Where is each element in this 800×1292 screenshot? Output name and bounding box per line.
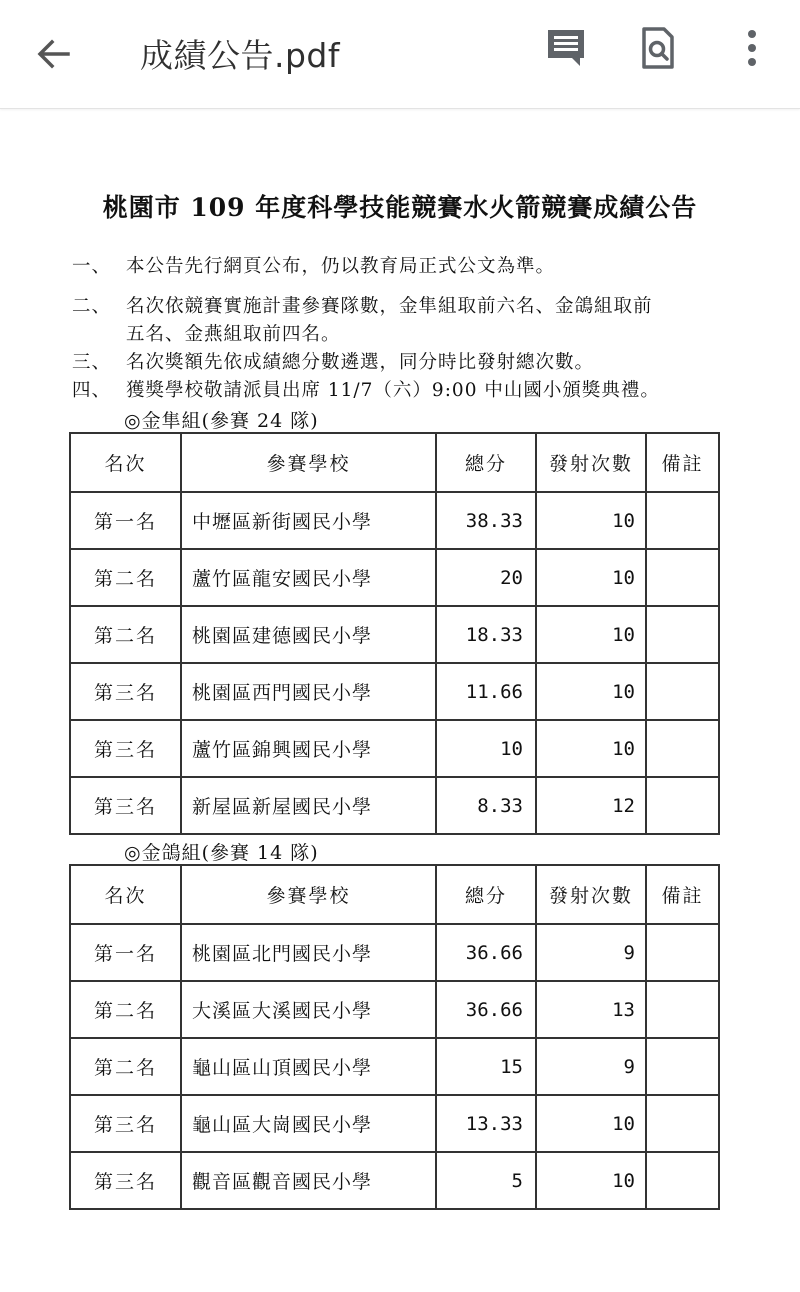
find-in-document-button[interactable] (628, 24, 688, 84)
results-table-gold-falcon (69, 432, 720, 835)
score-cell: 5 (436, 1152, 536, 1209)
school-cell: 蘆竹區錦興國民小學 (181, 720, 436, 777)
rank-cell: 第一名 (70, 492, 181, 549)
score-cell: 8.33 (436, 777, 536, 834)
header-shots: 發射次數 (536, 433, 646, 492)
header-school: 參賽學校 (181, 865, 436, 924)
school-cell: 桃園區北門國民小學 (181, 924, 436, 981)
note-text: 本公告先行網頁公布，仍以教育局正式公文為準。 (126, 256, 556, 277)
note-text: 名次獎額先依成績總分數遴選，同分時比發射總次數。 (126, 352, 595, 373)
note-text: 五名、金燕組取前四名。 (126, 324, 341, 345)
comment-icon (542, 24, 590, 72)
remarks-cell (646, 606, 719, 663)
table-row (70, 1038, 719, 1095)
score-cell: 36.66 (436, 981, 536, 1038)
remarks-cell (646, 981, 719, 1038)
shots-cell: 10 (536, 663, 646, 720)
rank-cell: 第三名 (70, 777, 181, 834)
rank-cell: 第二名 (70, 1038, 181, 1095)
shots-cell: 10 (536, 720, 646, 777)
table-row (70, 720, 719, 777)
shots-cell: 10 (536, 492, 646, 549)
results-table-gold-pigeon (69, 864, 720, 1210)
score-cell: 36.66 (436, 924, 536, 981)
rank-cell: 第二名 (70, 549, 181, 606)
group-label-gold-pigeon: ◎金鴿組(參賽 14 隊) (124, 842, 319, 864)
table-row (70, 663, 719, 720)
school-cell: 觀音區觀音國民小學 (181, 1152, 436, 1209)
shots-cell: 10 (536, 549, 646, 606)
back-button[interactable] (28, 28, 80, 80)
remarks-cell (646, 549, 719, 606)
table-row (70, 777, 719, 834)
group-label-gold-falcon: ◎金隼組(參賽 24 隊) (124, 410, 319, 432)
table-body (70, 924, 719, 1209)
remarks-cell (646, 1038, 719, 1095)
table-row (70, 606, 719, 663)
school-cell: 桃園區建德國民小學 (181, 606, 436, 663)
header-score: 總分 (436, 433, 536, 492)
note-text: 名次依競賽實施計畫參賽隊數，金隼組取前六名、金鴿組取前 (126, 296, 653, 317)
score-cell: 20 (436, 549, 536, 606)
back-arrow-icon (28, 28, 80, 80)
shots-cell: 10 (536, 1152, 646, 1209)
shots-cell: 13 (536, 981, 646, 1038)
more-vert-icon (722, 24, 782, 72)
table-header-row (70, 433, 719, 492)
rank-cell: 第三名 (70, 1095, 181, 1152)
header-score: 總分 (436, 865, 536, 924)
rank-cell: 第三名 (70, 663, 181, 720)
header-shots: 發射次數 (536, 865, 646, 924)
table-row (70, 549, 719, 606)
rank-cell: 第一名 (70, 924, 181, 981)
score-cell: 11.66 (436, 663, 536, 720)
shots-cell: 10 (536, 1095, 646, 1152)
document-title: 成績公告.pdf (140, 36, 341, 75)
shots-cell: 9 (536, 924, 646, 981)
table-body (70, 492, 719, 834)
header-remarks: 備註 (646, 433, 719, 492)
school-cell: 龜山區大崗國民小學 (181, 1095, 436, 1152)
rank-cell: 第三名 (70, 720, 181, 777)
score-cell: 13.33 (436, 1095, 536, 1152)
note-number: 二、 (72, 296, 112, 317)
table-row (70, 492, 719, 549)
remarks-cell (646, 924, 719, 981)
header-rank: 名次 (70, 433, 181, 492)
score-cell: 10 (436, 720, 536, 777)
header-rank: 名次 (70, 865, 181, 924)
note-number: 一、 (72, 256, 112, 277)
remarks-cell (646, 492, 719, 549)
announcement-title: 桃園市 109 年度科學技能競賽水火箭競賽成績公告 (102, 193, 698, 222)
school-cell: 龜山區山頂國民小學 (181, 1038, 436, 1095)
remarks-cell (646, 1152, 719, 1209)
school-cell: 大溪區大溪國民小學 (181, 981, 436, 1038)
remarks-cell (646, 1095, 719, 1152)
school-cell: 蘆竹區龍安國民小學 (181, 549, 436, 606)
shots-cell: 10 (536, 606, 646, 663)
find-in-page-icon (634, 24, 682, 72)
remarks-cell (646, 720, 719, 777)
note-number: 四、 (72, 380, 112, 401)
rank-cell: 第二名 (70, 981, 181, 1038)
app-bar (0, 0, 800, 109)
note-number: 三、 (72, 352, 112, 373)
more-options-button[interactable] (722, 24, 782, 84)
shots-cell: 12 (536, 777, 646, 834)
header-remarks: 備註 (646, 865, 719, 924)
table-row (70, 924, 719, 981)
score-cell: 15 (436, 1038, 536, 1095)
score-cell: 38.33 (436, 492, 536, 549)
table-row (70, 1152, 719, 1209)
school-cell: 中壢區新街國民小學 (181, 492, 436, 549)
shots-cell: 9 (536, 1038, 646, 1095)
school-cell: 桃園區西門國民小學 (181, 663, 436, 720)
header-school: 參賽學校 (181, 433, 436, 492)
table-header-row (70, 865, 719, 924)
note-text: 獲獎學校敬請派員出席 11/7（六）9:00 中山國小頒獎典禮。 (126, 380, 660, 401)
rank-cell: 第三名 (70, 1152, 181, 1209)
comments-button[interactable] (536, 24, 596, 84)
score-cell: 18.33 (436, 606, 536, 663)
remarks-cell (646, 777, 719, 834)
remarks-cell (646, 663, 719, 720)
table-row (70, 1095, 719, 1152)
table-row (70, 981, 719, 1038)
pdf-page (0, 112, 800, 1292)
school-cell: 新屋區新屋國民小學 (181, 777, 436, 834)
rank-cell: 第二名 (70, 606, 181, 663)
